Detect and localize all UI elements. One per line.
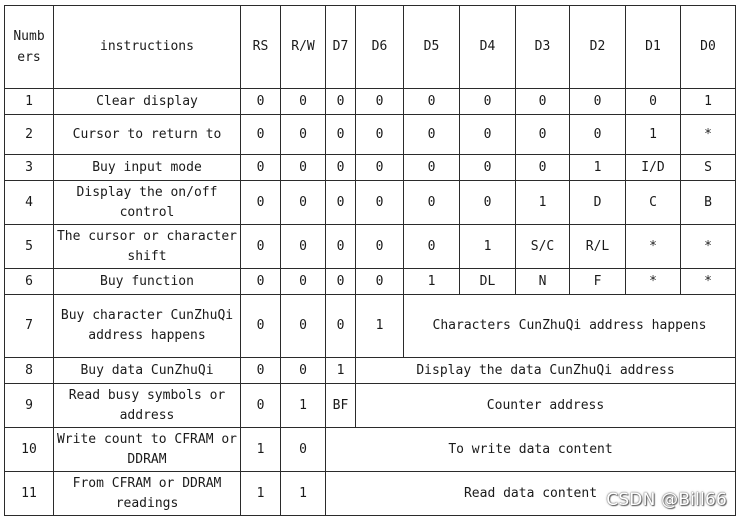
bit-cell: 0 [281,181,326,225]
row-instruction: Buy character CunZhuQi address happens [54,295,241,358]
bit-cell: 0 [281,225,326,269]
bit-cell: I/D [626,155,681,181]
bit-cell: 1 [241,428,281,472]
row-instruction: Cursor to return to [54,115,241,155]
bit-cell: * [626,269,681,295]
bit-cell: 0 [241,384,281,428]
bit-cell: 0 [241,225,281,269]
bit-cell: 0 [281,155,326,181]
table-row [5,89,736,115]
header-rw: R/W [281,6,326,89]
bit-cell: 0 [404,115,460,155]
bit-cell: 0 [404,155,460,181]
bit-cell: 0 [326,295,356,358]
bit-cell: 0 [356,269,404,295]
table-row [5,115,736,155]
bit-cell: 1 [356,295,404,358]
bit-cell: 0 [460,155,516,181]
bit-cell: 0 [281,295,326,358]
row-instruction: Buy input mode [54,155,241,181]
row-instruction: Clear display [54,89,241,115]
bit-cell: 0 [356,225,404,269]
row-number: 6 [5,269,54,295]
header-d3: D3 [516,6,570,89]
bit-cell: 1 [241,472,281,516]
bit-cell: 0 [241,89,281,115]
bit-cell: 0 [356,115,404,155]
bit-cell: 1 [404,269,460,295]
row-number: 1 [5,89,54,115]
header-d2: D2 [570,6,626,89]
bit-cell: 0 [570,89,626,115]
bit-cell: 0 [241,295,281,358]
row-instruction: Buy function [54,269,241,295]
table-row [5,295,736,358]
table-row [5,428,736,472]
header-d4: D4 [460,6,516,89]
row-span-text: Read data content [326,472,736,516]
bit-cell: * [681,115,736,155]
header-d0: D0 [681,6,736,89]
bit-cell: BF [326,384,356,428]
bit-cell: 0 [281,89,326,115]
bit-cell: F [570,269,626,295]
bit-cell: 0 [356,89,404,115]
bit-cell: 0 [326,269,356,295]
table-row [5,269,736,295]
instruction-table [4,5,736,516]
bit-cell: 0 [626,89,681,115]
bit-cell: 0 [326,115,356,155]
bit-cell: * [681,269,736,295]
row-span-text: To write data content [326,428,736,472]
bit-cell: 0 [281,269,326,295]
header-d6: D6 [356,6,404,89]
table-row [5,384,736,428]
bit-cell: 0 [326,225,356,269]
bit-cell: 0 [460,115,516,155]
bit-cell: 1 [326,358,356,384]
bit-cell: S [681,155,736,181]
bit-cell: D [570,181,626,225]
table-row [5,358,736,384]
bit-cell: 1 [460,225,516,269]
row-number: 8 [5,358,54,384]
table-row [5,155,736,181]
header-d7: D7 [326,6,356,89]
bit-cell: 0 [241,115,281,155]
bit-cell: 1 [681,89,736,115]
bit-cell: 0 [516,115,570,155]
header-numbers: Numb ers [5,6,54,89]
row-number: 2 [5,115,54,155]
bit-cell: S/C [516,225,570,269]
bit-cell: DL [460,269,516,295]
bit-cell: 0 [281,428,326,472]
bit-cell: 0 [356,181,404,225]
row-number: 5 [5,225,54,269]
bit-cell: 0 [241,155,281,181]
bit-cell: C [626,181,681,225]
row-instruction: The cursor or character shift [54,225,241,269]
bit-cell: 0 [281,115,326,155]
row-span-text: Display the data CunZhuQi address [356,358,736,384]
header-d1: D1 [626,6,681,89]
bit-cell: * [681,225,736,269]
table-row [5,225,736,269]
bit-cell: 0 [404,181,460,225]
bit-cell: 0 [404,225,460,269]
row-instruction: Display the on/off control [54,181,241,225]
bit-cell: 0 [281,358,326,384]
bit-cell: 0 [516,89,570,115]
bit-cell: B [681,181,736,225]
bit-cell: 1 [516,181,570,225]
row-instruction: Write count to CFRAM or DDRAM [54,428,241,472]
bit-cell: 0 [241,181,281,225]
header-d5: D5 [404,6,460,89]
row-span-text: Counter address [356,384,736,428]
bit-cell: 0 [516,155,570,181]
row-span-text: Characters CunZhuQi address happens [404,295,736,358]
row-number: 11 [5,472,54,516]
bit-cell: R/L [570,225,626,269]
bit-cell: 1 [570,155,626,181]
row-number: 10 [5,428,54,472]
bit-cell: * [626,225,681,269]
bit-cell: 1 [281,472,326,516]
row-number: 4 [5,181,54,225]
row-number: 7 [5,295,54,358]
bit-cell: 0 [460,181,516,225]
header-row [5,6,736,89]
bit-cell: N [516,269,570,295]
bit-cell: 0 [460,89,516,115]
row-number: 3 [5,155,54,181]
row-instruction: Buy data CunZhuQi [54,358,241,384]
row-number: 9 [5,384,54,428]
bit-cell: 0 [404,89,460,115]
bit-cell: 0 [326,155,356,181]
table-row [5,181,736,225]
bit-cell: 0 [356,155,404,181]
bit-cell: 0 [241,358,281,384]
row-instruction: Read busy symbols or address [54,384,241,428]
bit-cell: 0 [326,181,356,225]
row-instruction: From CFRAM or DDRAM readings [54,472,241,516]
header-instructions: instructions [54,6,241,89]
bit-cell: 0 [326,89,356,115]
bit-cell: 1 [626,115,681,155]
bit-cell: 0 [570,115,626,155]
header-rs: RS [241,6,281,89]
watermark: CSDN @Bill66 [606,490,727,510]
bit-cell: 0 [241,269,281,295]
bit-cell: 1 [281,384,326,428]
